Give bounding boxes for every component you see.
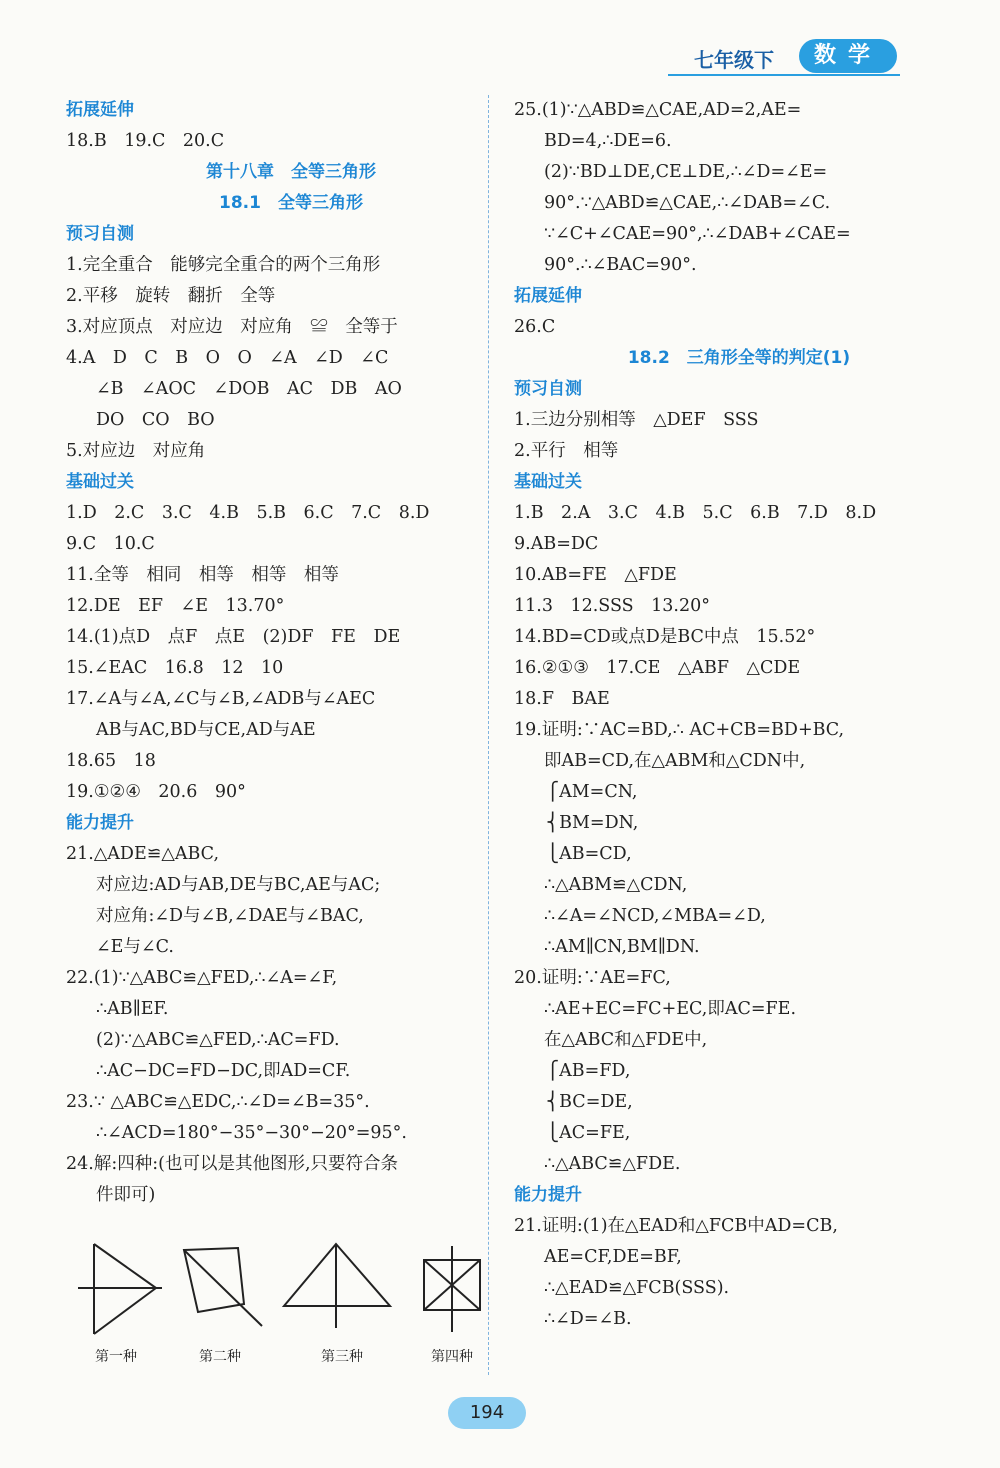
answer-line: ⎩AC=FE, xyxy=(546,1123,631,1143)
answer-line: 18.65 18 xyxy=(66,751,156,771)
answer-line: 14.(1)点D 点F 点E (2)DF FE DE xyxy=(66,627,401,647)
answer-line: ∴△ABC≌△FDE. xyxy=(544,1154,681,1174)
answer-line: 2.平移 旋转 翻折 全等 xyxy=(66,286,276,306)
figure-4-caption: 第四种 xyxy=(431,1349,473,1365)
answer-line: ∴∠D=∠B. xyxy=(544,1309,632,1329)
answer-line: 2.平行 相等 xyxy=(514,441,619,461)
answer-line: ⎧AB=FD, xyxy=(546,1061,631,1081)
answer-line: DO CO BO xyxy=(96,410,215,430)
answer-line: 26.C xyxy=(514,317,556,337)
answer-line: 10.AB=FE △FDE xyxy=(514,565,677,585)
answer-line: 4.A D C B O O ∠A ∠D ∠C xyxy=(66,348,389,368)
figure-4 xyxy=(418,1238,488,1338)
figure-1 xyxy=(72,1238,162,1338)
answer-line: 在△ABC和△FDE中, xyxy=(544,1030,708,1050)
chapter-title: 第十八章 全等三角形 xyxy=(206,162,376,182)
answer-line: 1.三边分别相等 △DEF SSS xyxy=(514,410,759,430)
answer-line: 90°.∵△ABD≌△CAE,∴∠DAB=∠C. xyxy=(544,193,831,213)
section-heading: 预习自测 xyxy=(514,379,582,399)
left-column xyxy=(66,95,516,1211)
answer-line: 对应角:∠D与∠B,∠DAE与∠BAC, xyxy=(96,906,364,926)
answer-line: ⎨BM=DN, xyxy=(546,813,639,833)
header-rule xyxy=(668,74,900,76)
chapter-title: 18.2 三角形全等的判定(1) xyxy=(627,348,851,368)
figure-1-caption: 第一种 xyxy=(95,1349,137,1365)
figure-3-caption: 第三种 xyxy=(321,1349,363,1365)
figure-3 xyxy=(280,1238,395,1338)
figure-2-caption: 第二种 xyxy=(199,1349,241,1365)
section-heading: 能力提升 xyxy=(514,1185,582,1205)
answer-line: 即AB=CD,在△ABM和△CDN中, xyxy=(544,751,806,771)
answer-line: 19.①②④ 20.6 90° xyxy=(66,782,246,802)
answer-line: 5.对应边 对应角 xyxy=(66,441,206,461)
subject-badge: 数学 xyxy=(799,39,897,73)
page-header xyxy=(668,36,900,76)
answer-line: ∴△EAD≌△FCB(SSS). xyxy=(544,1278,730,1298)
answer-line: ∴∠A=∠NCD,∠MBA=∠D, xyxy=(544,906,766,926)
answer-line: 1.完全重合 能够完全重合的两个三角形 xyxy=(66,255,381,275)
answer-line: 1.B 2.A 3.C 4.B 5.C 6.B 7.D 8.D xyxy=(514,503,877,523)
answer-line: 17.∠A与∠A,∠C与∠B,∠ADB与∠AEC xyxy=(66,689,376,709)
answer-line: 1.D 2.C 3.C 4.B 5.B 6.C 7.C 8.D xyxy=(66,503,430,523)
answer-line: ∠E与∠C. xyxy=(96,937,174,957)
answer-line: 90°.∴∠BAC=90°. xyxy=(544,255,697,275)
column-divider xyxy=(488,95,489,1375)
answer-line: ∴AE+EC=FC+EC,即AC=FE. xyxy=(544,999,797,1019)
answer-line: 对应边:AD与AB,DE与BC,AE与AC; xyxy=(96,875,381,895)
answer-line: 20.证明:∵AE=FC, xyxy=(514,968,671,988)
answer-line: 16.②①③ 17.CE △ABF △CDE xyxy=(514,658,801,678)
answer-line: 18.F BAE xyxy=(514,689,610,709)
answer-line: 件即可) xyxy=(96,1185,156,1205)
answer-line: 9.C 10.C xyxy=(66,534,155,554)
answer-line: 24.解:四种:(也可以是其他图形,只要符合条 xyxy=(66,1154,399,1174)
answer-line: 18.B 19.C 20.C xyxy=(66,131,225,151)
answer-line: ⎩AB=CD, xyxy=(546,844,632,864)
answer-line: 21.证明:(1)在△EAD和△FCB中AD=CB, xyxy=(514,1216,838,1236)
answer-line: 12.DE EF ∠E 13.70° xyxy=(66,596,285,616)
section-heading: 拓展延伸 xyxy=(66,100,134,120)
figure-2 xyxy=(176,1238,266,1338)
answer-line: 22.(1)∵△ABC≌△FED,∴∠A=∠F, xyxy=(66,968,338,988)
answer-line: BD=4,∴DE=6. xyxy=(544,131,672,151)
answer-line: 11.3 12.SSS 13.20° xyxy=(514,596,710,616)
grade-label: 七年级下 xyxy=(694,48,774,72)
figure-row xyxy=(66,1238,486,1378)
answer-line: 25.(1)∵△ABD≌△CAE,AD=2,AE= xyxy=(514,100,802,120)
answer-line: ∴AB∥EF. xyxy=(96,999,169,1019)
answer-line: ∴△ABM≌△CDN, xyxy=(544,875,688,895)
answer-line: 15.∠EAC 16.8 12 10 xyxy=(66,658,284,678)
section-heading: 能力提升 xyxy=(66,813,134,833)
answer-line: (2)∵BD⊥DE,CE⊥DE,∴∠D=∠E= xyxy=(544,162,828,182)
answer-line: 14.BD=CD或点D是BC中点 15.52° xyxy=(514,627,816,647)
answer-line: ⎧AM=CN, xyxy=(546,782,638,802)
answer-line: ∴AC−DC=FD−DC,即AD=CF. xyxy=(96,1061,351,1081)
section-heading: 预习自测 xyxy=(66,224,134,244)
answer-line: 9.AB=DC xyxy=(514,534,599,554)
right-column xyxy=(514,95,964,1335)
answer-line: ∠B ∠AOC ∠DOB AC DB AO xyxy=(96,379,402,399)
answer-line: 23.∵ △ABC≌△EDC,∴∠D=∠B=35°. xyxy=(66,1092,370,1112)
answer-line: ∵∠C+∠CAE=90°,∴∠DAB+∠CAE= xyxy=(544,224,851,244)
answer-line: AE=CF,DE=BF, xyxy=(544,1247,682,1267)
chapter-title: 18.1 全等三角形 xyxy=(219,193,363,213)
answer-line: ∴∠ACD=180°−35°−30°−20°=95°. xyxy=(96,1123,407,1143)
answer-line: ∴AM∥CN,BM∥DN. xyxy=(544,937,700,957)
answer-line: 11.全等 相同 相等 相等 相等 xyxy=(66,565,339,585)
section-heading: 基础过关 xyxy=(66,472,134,492)
answer-line: ⎨BC=DE, xyxy=(546,1092,633,1112)
answer-line: AB与AC,BD与CE,AD与AE xyxy=(96,720,316,740)
answer-line: 21.△ADE≌△ABC, xyxy=(66,844,220,864)
section-heading: 基础过关 xyxy=(514,472,582,492)
answer-line: 3.对应顶点 对应边 对应角 ≌ 全等于 xyxy=(66,317,398,337)
answer-line: 19.证明:∵AC=BD,∴ AC+CB=BD+BC, xyxy=(514,720,845,740)
page-number: 194 xyxy=(448,1397,526,1429)
section-heading: 拓展延伸 xyxy=(514,286,582,306)
answer-line: (2)∵△ABC≌△FED,∴AC=FD. xyxy=(96,1030,340,1050)
